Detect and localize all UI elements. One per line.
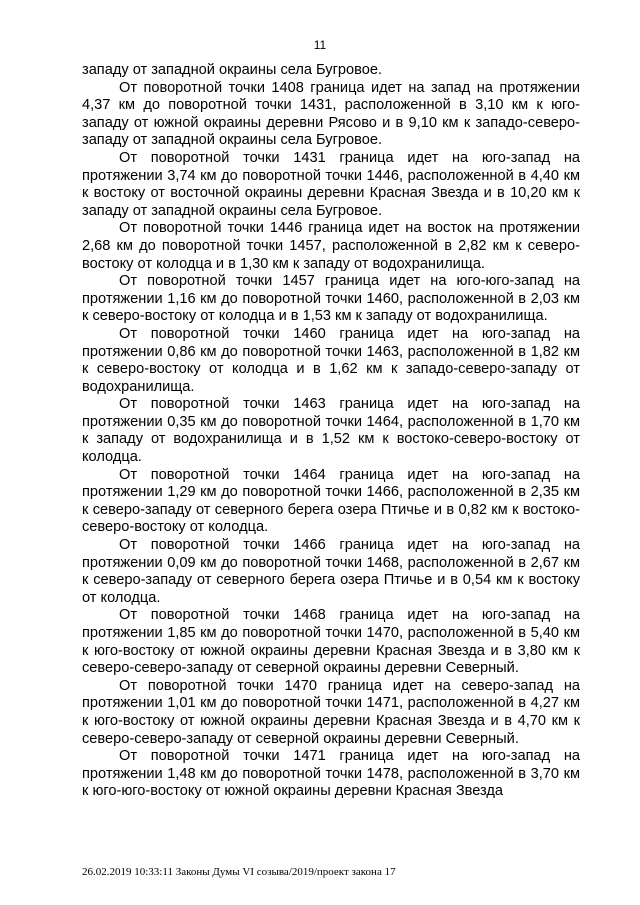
paragraph-continuation: западу от западной окраины села Бугровое. [82,62,383,78]
paragraph-1471: От поворотной точки 1471 граница идет на юго-запад на протяжении 1,48 км до поворотной точки 1478, расположенной в 3,70 км к юго-юго-востоку от южной окраины деревни Красная Звезда [82,748,580,800]
paragraph-1446: От поворотной точки 1446 граница идет на восток на протяжении 2,68 км до поворотной точки 1457, расположенной в 2,82 км к северо-востоку от колодца и в 1,30 км к западу от водохранилища. [82,220,580,272]
paragraph-1470: От поворотной точки 1470 граница идет на северо-запад на протяжении 1,01 км до поворотной точки 1471, расположенной в 4,27 км к юго-востоку от южной окраины деревни Красная Звезда и в 4,70 км к северо-северо-западу от северной окраины деревни Северный. [82,677,580,747]
paragraph-1431: От поворотной точки 1431 граница идет на юго-запад на протяжении 3,74 км до поворотной точки 1446, расположенной в 4,40 км к востоку от восточной окраины деревни Красная Звезда и в 10,20 км к западу от западной окраины села Бугровое. [82,149,580,219]
document-footer: 26.02.2019 10:33:11 Законы Думы VI созыва/2019/проект закона 17 [82,866,396,878]
paragraph-1463: От поворотной точки 1463 граница идет на юго-запад на протяжении 0,35 км до поворотной точки 1464, расположенной в 1,70 км к западу от водохранилища и в 1,52 км к востоко-северо-востоку от колодца. [82,396,580,466]
paragraph-1457: От поворотной точки 1457 граница идет на юго-юго-запад на протяжении 1,16 км до поворотной точки 1460, расположенной в 2,03 км к северо-востоку от колодца и в 1,53 км к западу от водохранилища. [82,273,580,325]
paragraph-1460: От поворотной точки 1460 граница идет на юго-запад на протяжении 0,86 км до поворотной точки 1463, расположенной в 1,82 км к северо-востоку от колодца и в 1,62 км к западо-северо-западу от водохранилища. [82,325,580,395]
paragraph-1464: От поворотной точки 1464 граница идет на юго-запад на протяжении 1,29 км до поворотной точки 1466, расположенной в 2,35 км к северо-западу от северного берега озера Птичье и в 0,82 км к востоко-северо-востоку от колодца. [82,466,580,536]
page-number: 11 [313,38,327,52]
paragraph-1468: От поворотной точки 1468 граница идет на юго-запад на протяжении 1,85 км до поворотной точки 1470, расположенной в 5,40 км к юго-востоку от южной окраины деревни Красная Звезда и в 3,80 км к северо-северо-западу от северной окраины деревни Северный. [82,607,580,677]
paragraph-1408: От поворотной точки 1408 граница идет на запад на протяжении 4,37 км до поворотной точки 1431, расположенной в 3,10 км к юго-западу от южной окраины деревни Рясово и в 9,10 км к западо-северо-западу от западной окраины села Бугровое. [82,79,580,149]
paragraph-1466: От поворотной точки 1466 граница идет на юго-запад на протяжении 0,09 км до поворотной точки 1468, расположенной в 2,67 км к северо-западу от северного берега озера Птичье и в 0,54 км к востоку от колодца. [82,537,580,606]
document-body [82,62,580,801]
